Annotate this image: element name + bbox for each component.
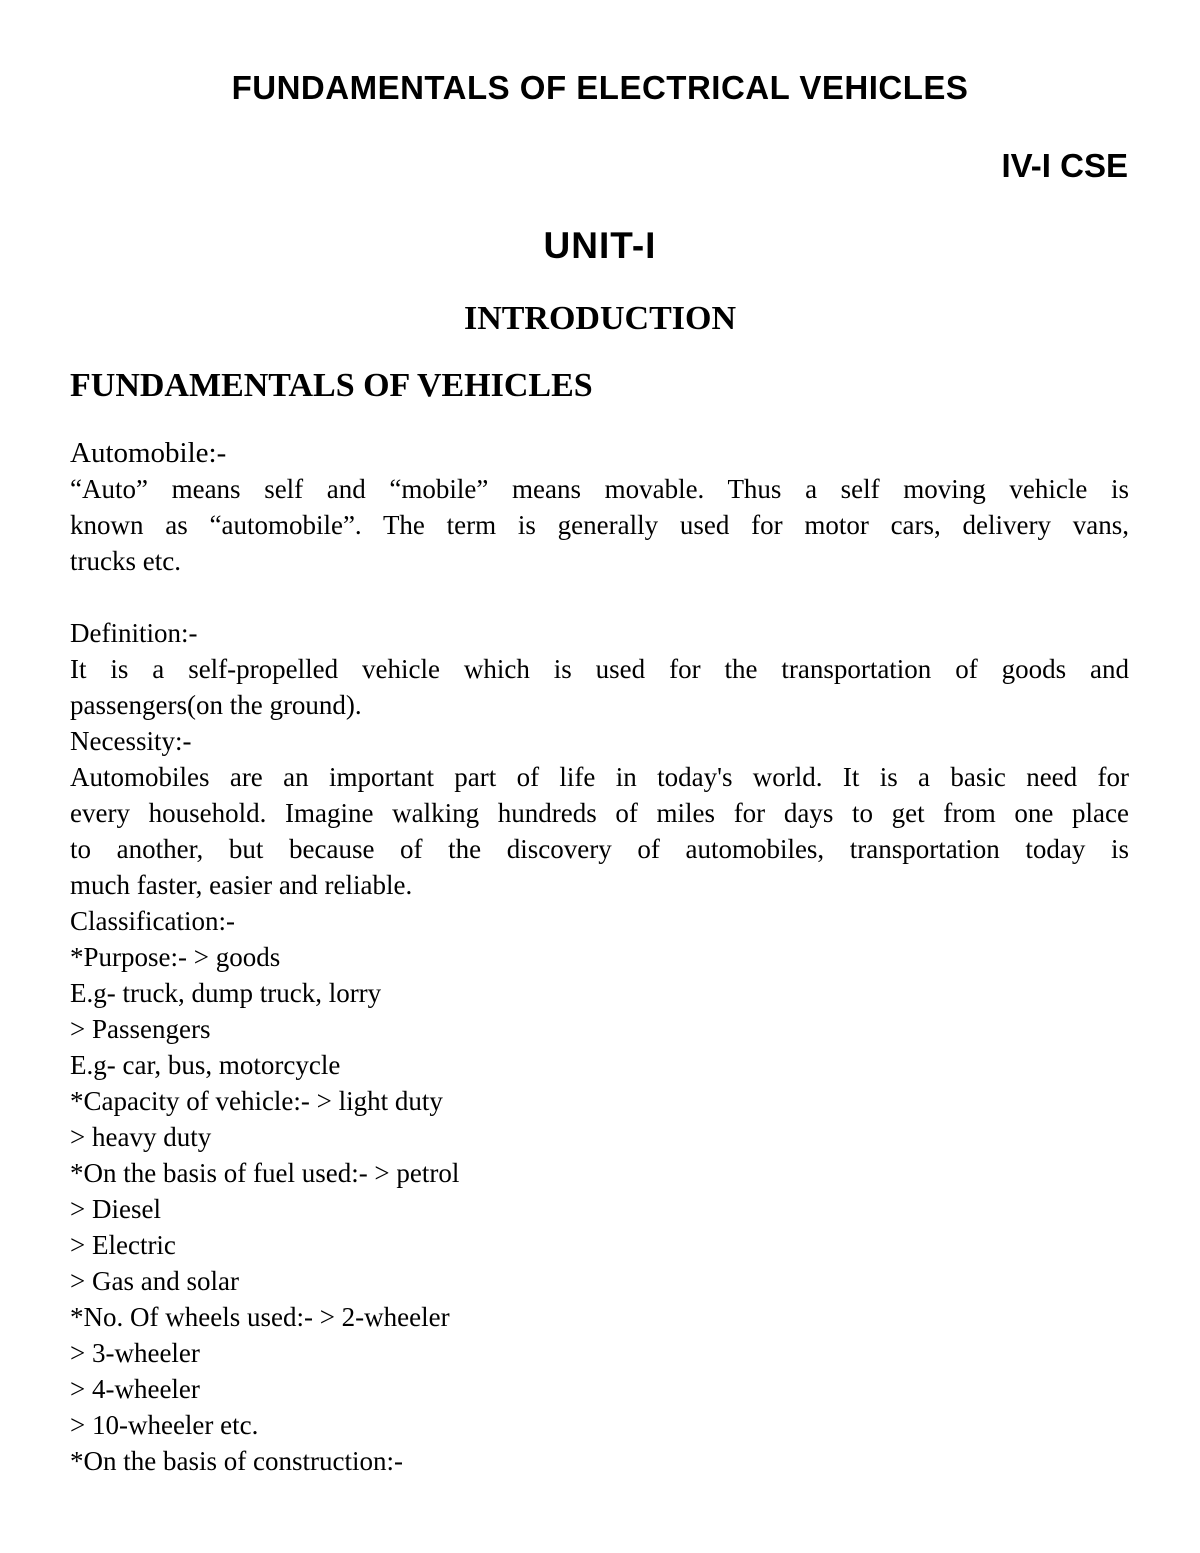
classification-item: *Purpose:- > goods	[70, 942, 281, 972]
definition-heading: Definition:-	[70, 618, 198, 648]
classification-item: > Gas and solar	[70, 1266, 239, 1296]
document-body	[70, 435, 1129, 1479]
classification-item: E.g- truck, dump truck, lorry	[70, 978, 382, 1008]
automobile-line: “Auto” means self and “mobile” means movable. Thus a self moving vehicle is	[70, 474, 1129, 504]
classification-heading: Classification:-	[70, 906, 235, 936]
classification-item: *On the basis of construction:-	[70, 1446, 403, 1476]
classification-item: > Passengers	[70, 1014, 211, 1044]
necessity-heading: Necessity:-	[70, 726, 192, 756]
paragraph-gap	[70, 579, 1129, 615]
classification-item: > 10-wheeler etc.	[70, 1410, 259, 1440]
chapter-heading: INTRODUCTION	[463, 300, 737, 337]
section-heading: FUNDAMENTALS OF VEHICLES	[70, 367, 593, 404]
classification-item: > Electric	[70, 1230, 176, 1260]
unit-heading: UNIT-I	[543, 225, 657, 266]
document-title: FUNDAMENTALS OF ELECTRICAL VEHICLES	[231, 69, 969, 106]
classification-item: *On the basis of fuel used:- > petrol	[70, 1158, 460, 1188]
necessity-line: every household. Imagine walking hundreds of miles for days to get from one place	[70, 798, 1129, 828]
definition-line: It is a self-propelled vehicle which is used for the transportation of goods and	[70, 654, 1129, 684]
classification-item: *Capacity of vehicle:- > light duty	[70, 1086, 443, 1116]
classification-item: > heavy duty	[70, 1122, 212, 1152]
automobile-line: trucks etc.	[70, 546, 181, 576]
automobile-heading: Automobile:-	[70, 437, 227, 469]
classification-item: > 3-wheeler	[70, 1338, 200, 1368]
necessity-line: Automobiles are an important part of life in today's world. It is a basic need for	[70, 762, 1129, 792]
classification-item: E.g- car, bus, motorcycle	[70, 1050, 341, 1080]
automobile-line: known as “automobile”. The term is generally used for motor cars, delivery vans,	[70, 510, 1129, 540]
necessity-line: much faster, easier and reliable.	[70, 870, 413, 900]
classification-item: *No. Of wheels used:- > 2-wheeler	[70, 1302, 450, 1332]
classification-item: > Diesel	[70, 1194, 161, 1224]
necessity-line: to another, but because of the discovery of automobiles, transportation today is	[70, 834, 1129, 864]
classification-item: > 4-wheeler	[70, 1374, 200, 1404]
definition-line: passengers(on the ground).	[70, 690, 362, 720]
course-label: IV-I CSE	[1001, 147, 1128, 184]
